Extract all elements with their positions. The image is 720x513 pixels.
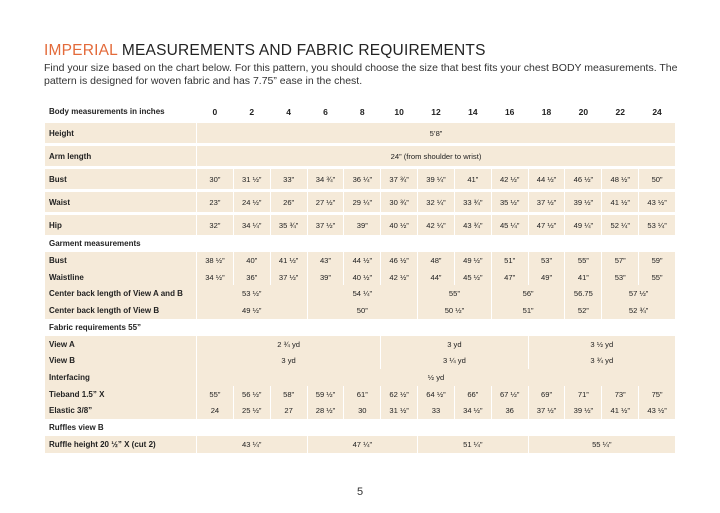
value-cell: 52 ¼”	[602, 215, 638, 235]
row-label: Elastic 3/8”	[45, 403, 196, 420]
value-cell: 43 ½”	[639, 192, 675, 212]
table-row	[45, 123, 675, 143]
value-cell: 39 ¼”	[418, 169, 454, 189]
value-cell: ½ yd	[197, 369, 675, 386]
value-cell: 24” (from shoulder to wrist)	[197, 146, 675, 166]
row-label: Tieband 1.5” X	[45, 386, 196, 403]
value-cell: 27 ½”	[308, 192, 344, 212]
value-cell: 49 ¼”	[565, 215, 601, 235]
value-cell: 25 ½”	[234, 403, 270, 420]
row-label: View B	[45, 352, 196, 369]
size-header: 2	[249, 106, 255, 117]
table-row	[45, 352, 675, 369]
value-cell: 31 ½”	[381, 403, 417, 420]
value-cell: 43”	[308, 252, 344, 269]
size-header: 24	[652, 106, 662, 117]
value-cell: 43 ½”	[639, 403, 675, 420]
row-label: Ruffle height 20 ½” X (cut 2)	[45, 436, 196, 453]
section-row	[45, 235, 675, 252]
value-cell: 51 ¼”	[418, 436, 528, 453]
value-cell: 32”	[197, 215, 233, 235]
table-row	[45, 403, 675, 420]
row-label: Center back length of View B	[45, 302, 196, 319]
value-cell: 33”	[271, 169, 307, 189]
section-row	[45, 419, 675, 436]
value-cell: 46 ½”	[565, 169, 601, 189]
value-cell: 37 ¾”	[381, 169, 417, 189]
value-cell: 23”	[197, 192, 233, 212]
table-row	[45, 285, 675, 302]
value-cell: 3 ¾ yd	[529, 352, 675, 369]
size-header: 12	[431, 106, 441, 117]
value-cell: 35 ½”	[492, 192, 528, 212]
value-cell: 41”	[455, 169, 491, 189]
value-cell: 3 ½ yd	[529, 336, 675, 353]
value-cell: 3 ¼ yd	[381, 352, 527, 369]
size-header: 18	[541, 106, 552, 117]
value-cell: 3 yd	[197, 352, 380, 369]
value-cell: 41 ½”	[602, 403, 638, 420]
value-cell: 59”	[639, 252, 675, 269]
value-cell: 32 ¼”	[418, 192, 454, 212]
value-cell: 44”	[418, 269, 454, 286]
value-cell: 39 ½”	[565, 403, 601, 420]
value-cell: 42 ½”	[492, 169, 528, 189]
table-row	[45, 369, 675, 386]
value-cell: 46 ½”	[381, 252, 417, 269]
value-cell: 48”	[418, 252, 454, 269]
value-cell: 3 yd	[381, 336, 527, 353]
size-header: 8	[359, 106, 365, 117]
value-cell: 49 ½”	[197, 302, 307, 319]
value-cell: 71”	[565, 386, 601, 403]
size-header: 10	[394, 106, 404, 117]
value-cell: 27	[271, 403, 307, 420]
value-cell: 55”	[565, 252, 601, 269]
value-cell: 57”	[602, 252, 638, 269]
table-row	[45, 215, 675, 235]
value-cell: 33	[418, 403, 454, 420]
value-cell: 38 ½”	[197, 252, 233, 269]
size-header: 22	[615, 106, 625, 117]
value-cell: 52”	[565, 302, 601, 319]
value-cell: 61”	[344, 386, 380, 403]
table-row	[45, 269, 675, 286]
value-cell: 33 ¾”	[455, 192, 491, 212]
value-cell: 55 ¼”	[529, 436, 675, 453]
value-cell: 59 ½”	[308, 386, 344, 403]
value-cell: 5’8”	[197, 123, 675, 143]
row-label: View A	[45, 336, 196, 353]
section-row	[45, 319, 675, 336]
value-cell: 37 ½”	[308, 215, 344, 235]
value-cell: 2 ¾ yd	[197, 336, 380, 353]
row-label: Waistline	[45, 269, 196, 286]
value-cell: 50 ½”	[418, 302, 491, 319]
value-cell: 57 ½”	[602, 285, 675, 302]
page-number: 5	[356, 486, 364, 498]
value-cell: 58”	[271, 386, 307, 403]
page-title	[44, 42, 486, 60]
value-cell: 42 ¼”	[418, 215, 454, 235]
value-cell: 36	[492, 403, 528, 420]
size-header: 4	[286, 106, 291, 117]
value-cell: 43 ¼”	[197, 436, 307, 453]
value-cell: 45 ½”	[455, 269, 491, 286]
value-cell: 54 ¼”	[308, 285, 418, 302]
table-row	[45, 252, 675, 269]
title-rest: MEASUREMENTS AND FABRIC REQUIREMENTS	[117, 42, 486, 59]
value-cell: 56”	[492, 285, 565, 302]
section-label: Garment measurements	[49, 239, 141, 248]
value-cell: 40 ½”	[381, 215, 417, 235]
value-cell: 26”	[271, 192, 307, 212]
section-label: Ruffles view B	[49, 423, 104, 433]
value-cell: 39 ½”	[565, 192, 601, 212]
value-cell: 34 ½”	[455, 403, 491, 420]
row-label: Arm length	[45, 146, 196, 166]
table-row	[45, 336, 675, 353]
row-label: Interfacing	[45, 369, 196, 386]
value-cell: 53”	[529, 252, 565, 269]
value-cell: 51”	[492, 302, 565, 319]
value-cell: 40 ½”	[344, 269, 380, 286]
table-header-row	[45, 100, 675, 123]
value-cell: 66”	[455, 386, 491, 403]
value-cell: 53 ½”	[197, 285, 307, 302]
value-cell: 47 ½”	[529, 215, 565, 235]
value-cell: 24 ½”	[234, 192, 270, 212]
value-cell: 41 ½”	[602, 192, 638, 212]
value-cell: 34 ½”	[197, 269, 233, 286]
table-row	[45, 302, 675, 319]
value-cell: 40”	[234, 252, 270, 269]
value-cell: 34 ¼”	[234, 215, 270, 235]
value-cell: 62 ½”	[381, 386, 417, 403]
value-cell: 55”	[639, 269, 675, 286]
value-cell: 56.75	[565, 285, 601, 302]
table-row	[45, 192, 675, 212]
value-cell: 39”	[308, 269, 344, 286]
row-label: Hip	[45, 215, 196, 235]
row-label: Bust	[45, 169, 196, 189]
section-label: Fabric requirements 55”	[49, 322, 142, 332]
value-cell: 43 ¾”	[455, 215, 491, 235]
value-cell: 34 ¾”	[308, 169, 344, 189]
size-header: 6	[323, 106, 328, 117]
value-cell: 75”	[639, 386, 675, 403]
value-cell: 44 ½”	[344, 252, 380, 269]
table-row	[45, 386, 675, 403]
row-label: Center back length of View A and B	[45, 285, 196, 302]
value-cell: 49”	[529, 269, 565, 286]
value-cell: 48 ½”	[602, 169, 638, 189]
value-cell: 50”	[308, 302, 418, 319]
value-cell: 24	[197, 403, 233, 420]
value-cell: 47 ¼”	[308, 436, 418, 453]
value-cell: 30”	[197, 169, 233, 189]
intro-text: Find your size based on the chart below. For this pattern, you should choose the size that best fits your chest BODY measurements. The pattern is designed for woven fabric and has 7.75” ease in the chest.	[44, 62, 678, 87]
value-cell: 69”	[529, 386, 565, 403]
size-header: 20	[578, 106, 589, 117]
value-cell: 36”	[234, 269, 270, 286]
measurements-table	[44, 100, 676, 453]
value-cell: 28 ½”	[308, 403, 344, 420]
value-cell: 37 ½”	[529, 192, 565, 212]
value-cell: 49 ½”	[455, 252, 491, 269]
value-cell: 53”	[602, 269, 638, 286]
value-cell: 35 ¾”	[271, 215, 307, 235]
table-row	[45, 169, 675, 189]
value-cell: 39”	[344, 215, 380, 235]
value-cell: 31 ½”	[234, 169, 270, 189]
value-cell: 53 ¼”	[639, 215, 675, 235]
value-cell: 37 ½”	[529, 403, 565, 420]
value-cell: 56 ½”	[234, 386, 270, 403]
value-cell: 42 ½”	[381, 269, 417, 286]
value-cell: 44 ½”	[529, 169, 565, 189]
row-label: Waist	[45, 192, 196, 212]
value-cell: 52 ¾”	[602, 302, 675, 319]
value-cell: 47”	[492, 269, 528, 286]
value-cell: 55”	[197, 386, 233, 403]
table-row	[45, 436, 675, 453]
value-cell: 36 ¼”	[344, 169, 380, 189]
value-cell: 29 ¼”	[344, 192, 380, 212]
value-cell: 45 ¼”	[492, 215, 528, 235]
value-cell: 50”	[639, 169, 675, 189]
row-label: Height	[45, 123, 196, 143]
value-cell: 51”	[492, 252, 528, 269]
title-highlight: IMPERIAL	[44, 42, 118, 59]
value-cell: 41 ½”	[271, 252, 307, 269]
value-cell: 41”	[565, 269, 601, 286]
header-label: Body measurements in inches	[49, 107, 165, 116]
size-header: 0	[212, 106, 218, 117]
value-cell: 37 ½”	[271, 269, 307, 286]
value-cell: 30	[344, 403, 380, 420]
value-cell: 73”	[602, 386, 638, 403]
value-cell: 64 ½”	[418, 386, 454, 403]
size-header: 14	[468, 106, 478, 117]
table-row	[45, 146, 675, 166]
value-cell: 67 ½”	[492, 386, 528, 403]
row-label: Bust	[45, 252, 196, 269]
value-cell: 30 ¾”	[381, 192, 417, 212]
size-header: 16	[504, 106, 515, 117]
value-cell: 55”	[418, 285, 491, 302]
